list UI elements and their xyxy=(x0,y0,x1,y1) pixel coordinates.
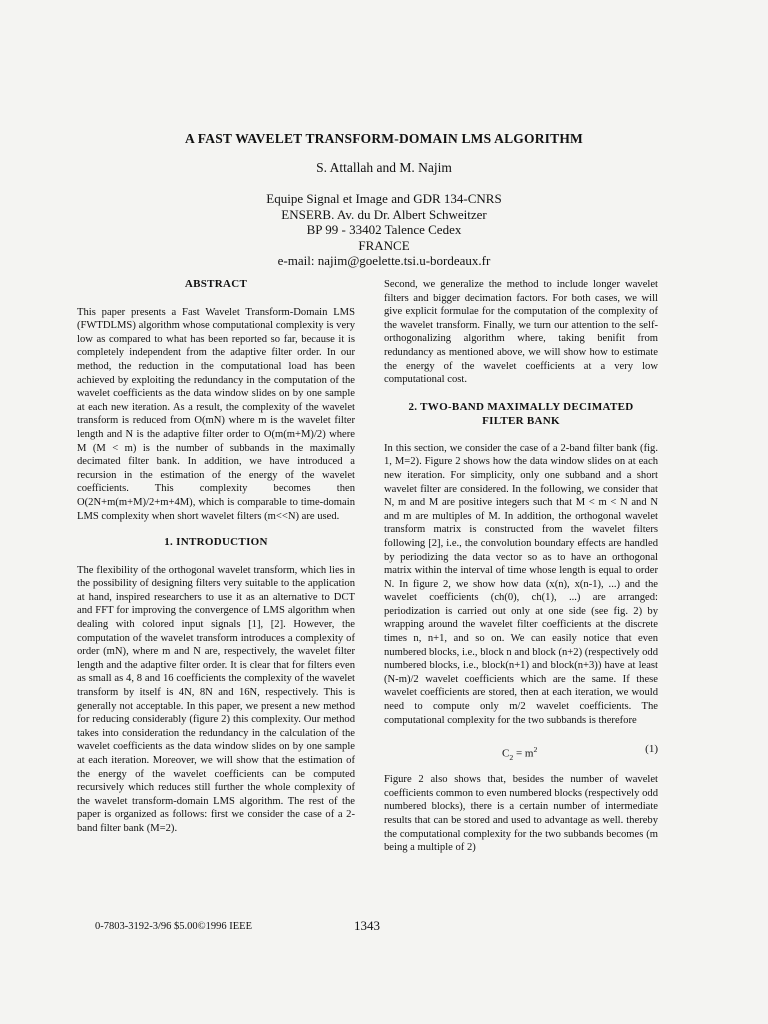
equation-1-number: (1) xyxy=(645,743,658,756)
paper-title: A FAST WAVELET TRANSFORM-DOMAIN LMS ALGORITHM xyxy=(185,131,583,146)
section2-heading-line2: FILTER BANK xyxy=(482,414,560,427)
copyright-line: 0-7803-3192-3/96 $5.00©1996 IEEE xyxy=(95,921,252,932)
introduction-heading: 1. INTRODUCTION xyxy=(164,536,268,549)
paper-authors: S. Attallah and M. Najim xyxy=(316,160,452,175)
left-column xyxy=(77,278,355,836)
affiliation-line: BP 99 - 33402 Talence Cedex xyxy=(306,222,462,237)
introduction-text: The flexibility of the orthogonal wavelet transform, which lies in the possibility of designing filters very suitable to the application at hand, inspired researchers to use it as an alternative to DCT and FFT for improving the convergence of LMS algorithm when dealing with colored input signals [1], [2]. However, the computation of the wavelet transform introduces a complexity of order (mN), where m and N are, respectively, the wavelet filter length and the adaptive filter order. It is clear that for filters even as small as 4, 8 and 16 coefficients the complexity of the wavelet transform by itself is 4N, 8N and 16N, respectively. This is generally not acceptable. In this paper, we present a new method for reducing considerably (figure 2) this complexity. Our method takes into consideration the redundancy in the calculation of the wavelet coefficients as the data window slides on by one sample at each iteration. Moreover, we will show that the estimation of the energy of the wavelet coefficients can be computed recursively which reduces still further the whole complexity of the wavelet transform-domain LMS algorithm. The rest of the paper is organized as follows: first we consider the case of a 2-band filter bank (M=2). xyxy=(77,564,355,834)
equation-1 xyxy=(384,740,658,763)
abstract-heading: ABSTRACT xyxy=(184,278,248,290)
section2-paragraph-1: In this section, we consider the case of a 2-band filter bank (fig. 1, M=2). Figure 2 shows how the data window slides on at each new iteration. For simplicity, only one subband and a short wavelet filter are considered. In the following, we consider that N, m and M are positive integers such that M < m < N and N and m are multiples of M. In addition, the orthogonal wavelet transform matrix is constructed from the wavelet filters following [2], i.e., the convolution boundary effects are handled by periodizing the data vector so as to have an orthogonal matrix within the interval of time whose length is equal to order N. In figure 2, we show how data (x(n), x(n-1), ...) and the wavelet coefficients (ch(0), ch(1), ...) are arranged: periodization is carried out only at one side (see fig. 2) by wrapping around the wavelet filter coefficients at the discrete times n, n+1, and so on. We can easily notice that even numbered blocks, i.e., block n and block (n+2) (respectively odd numbered blocks, i.e., block(n+1) and block(n+3)) have at least (N-m)/2 wavelet coefficients which are the same. If these wavelet coefficients are stored, then at each iteration, we would need to compute only m/2 wavelet coefficients. The computational complexity for the two subbands is therefore xyxy=(384,442,658,726)
page-number: 1343 xyxy=(354,918,380,933)
affiliation-line: FRANCE xyxy=(358,237,410,253)
equation-1-expression: $C_2 = m^2$ xyxy=(502,745,538,763)
affiliation-block xyxy=(0,191,768,269)
affiliation-line: Equipe Signal et Image and GDR 134-CNRS xyxy=(266,191,502,206)
section2-heading-line1: 2. TWO-BAND MAXIMALLY DECIMATED xyxy=(408,400,634,413)
section2-heading xyxy=(384,400,658,428)
affiliation-line: ENSERB. Av. du Dr. Albert Schweitzer xyxy=(281,206,487,222)
introduction-continued-text: Second, we generalize the method to include longer wavelet filters and bigger decimation factors. For both cases, we will give explicit formulae for the computation of the complexity of the wavelet transform. Finally, we turn our attention to the self-orthogonalizing algorithm where, taking benifit from redundancy as mentioned above, we will show how to estimate the energy of the wavelet coefficients at a very low computational cost. xyxy=(384,279,658,386)
email-line: e-mail: najim@goelette.tsi.u-bordeaux.fr xyxy=(277,253,491,268)
section2-paragraph-2: Figure 2 also shows that, besides the number of wavelet coefficients common to even numbered blocks (respectively odd numbered blocks), there is a certain number of intermediate results that can be stored and used to advantage as well. thereby the computational complexity for the two subbands becomes (m being a multiple of 2) xyxy=(384,774,658,854)
abstract-text: This paper presents a Fast Wavelet Transform-Domain LMS (FWTDLMS) algorithm whose computational complexity is very low as compared to what has been reported so far, because it is completely independent from the adaptive filter order. In our method, the reduction in the computational load has been achieved by exploiting the redundancy in the computation of the wavelet coefficients as the data window slides on by one sample at each new iteration. As a result, the complexity of the wavelet transform is reduced from O(mN) where m is the wavelet filter length and N is the adaptive filter order to O(m(m+M)/2) where M (M < m) is the number of subbands in the maximally decimated filter bank. In addition, we have introduced a recursion in the estimation of the energy of the wavelet coefficients. This complexity becomes then O(2N+m(m+M)/2+m+4M), which is comparable to time-domain LMS complexity when short wavelet filters (m<<N) are used. xyxy=(77,306,355,522)
right-column xyxy=(384,278,658,855)
